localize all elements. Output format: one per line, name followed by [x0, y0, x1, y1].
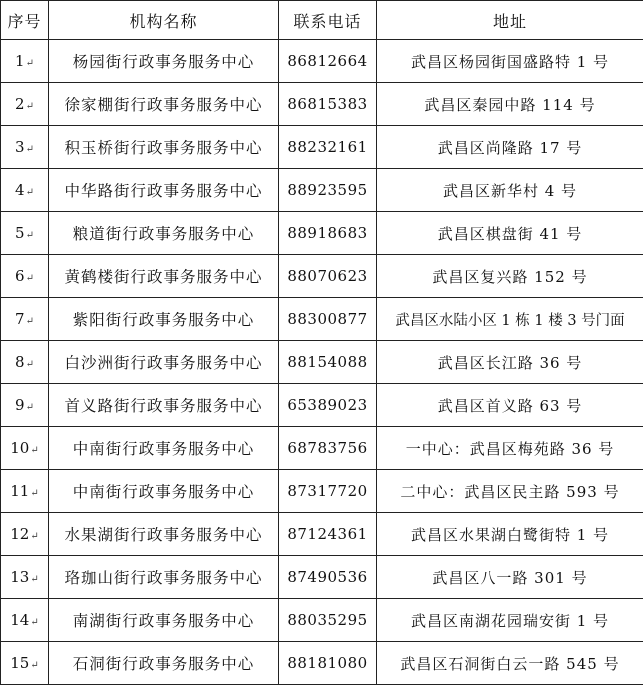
- row-name: 首义路街行政事务服务中心: [49, 384, 279, 427]
- row-address: 武昌区尚隆路 17 号: [377, 126, 643, 169]
- row-phone: 65389023: [279, 384, 377, 427]
- row-name: 南湖街行政事务服务中心: [49, 599, 279, 642]
- table-row: [1, 83, 643, 126]
- row-name: 中华路街行政事务服务中心: [49, 169, 279, 212]
- row-no: 2: [15, 95, 25, 113]
- row-name: 紫阳街行政事务服务中心: [49, 298, 279, 341]
- paragraph-mark-icon: ↵: [25, 230, 34, 241]
- paragraph-mark-icon: ↵: [25, 402, 34, 413]
- header-address: 地址: [377, 1, 643, 40]
- table-row: [1, 40, 643, 83]
- row-no-cell: [1, 212, 49, 255]
- header-phone: 联系电话: [279, 1, 377, 40]
- table-row: [1, 427, 643, 470]
- row-name: 珞珈山街行政事务服务中心: [49, 556, 279, 599]
- row-phone: 88923595: [279, 169, 377, 212]
- table-row: [1, 556, 643, 599]
- row-phone: 87490536: [279, 556, 377, 599]
- row-address: 武昌区杨园街国盛路特 1 号: [377, 40, 643, 83]
- row-name: 水果湖街行政事务服务中心: [49, 513, 279, 556]
- row-no-cell: [1, 470, 49, 513]
- row-no-cell: [1, 83, 49, 126]
- row-no: 5: [15, 224, 25, 242]
- paragraph-mark-icon: ↵: [30, 488, 39, 499]
- row-no: 3: [15, 138, 25, 156]
- table-row: [1, 513, 643, 556]
- row-address: 武昌区秦园中路 114 号: [377, 83, 643, 126]
- row-phone: 88300877: [279, 298, 377, 341]
- row-phone: 86812664: [279, 40, 377, 83]
- row-address: 武昌区八一路 301 号: [377, 556, 643, 599]
- row-name: 杨园街行政事务服务中心: [49, 40, 279, 83]
- row-no-cell: [1, 169, 49, 212]
- row-address: 武昌区复兴路 152 号: [377, 255, 643, 298]
- paragraph-mark-icon: ↵: [25, 144, 34, 155]
- row-phone: 87124361: [279, 513, 377, 556]
- row-address: 武昌区棋盘街 41 号: [377, 212, 643, 255]
- row-no-cell: [1, 427, 49, 470]
- row-no: 7: [15, 310, 25, 328]
- row-name: 中南街行政事务服务中心: [49, 427, 279, 470]
- row-no: 14: [10, 611, 30, 629]
- row-no: 10: [10, 439, 30, 457]
- row-phone: 88035295: [279, 599, 377, 642]
- row-address: 二中心：武昌区民主路 593 号: [377, 470, 643, 513]
- row-name: 中南街行政事务服务中心: [49, 470, 279, 513]
- row-name: 粮道街行政事务服务中心: [49, 212, 279, 255]
- row-no-cell: [1, 40, 49, 83]
- paragraph-mark-icon: ↵: [25, 273, 34, 284]
- row-address: 武昌区首义路 63 号: [377, 384, 643, 427]
- table-row: [1, 341, 643, 384]
- row-no-cell: [1, 599, 49, 642]
- row-no: 11: [10, 482, 30, 500]
- table-row: [1, 126, 643, 169]
- row-no-cell: [1, 384, 49, 427]
- paragraph-mark-icon: ↵: [30, 531, 39, 542]
- row-phone: 87317720: [279, 470, 377, 513]
- row-address: 武昌区长江路 36 号: [377, 341, 643, 384]
- row-no-cell: [1, 642, 49, 685]
- header-no: 序号: [1, 1, 49, 40]
- row-no: 1: [15, 52, 25, 70]
- table-row: [1, 599, 643, 642]
- row-no: 8: [15, 353, 25, 371]
- paragraph-mark-icon: ↵: [30, 445, 39, 456]
- paragraph-mark-icon: ↵: [30, 574, 39, 585]
- row-name: 徐家棚街行政事务服务中心: [49, 83, 279, 126]
- row-no-cell: [1, 341, 49, 384]
- row-no: 6: [15, 267, 25, 285]
- row-no-cell: [1, 513, 49, 556]
- row-phone: 86815383: [279, 83, 377, 126]
- row-phone: 88181080: [279, 642, 377, 685]
- row-name: 黄鹤楼街行政事务服务中心: [49, 255, 279, 298]
- row-name: 石洞街行政事务服务中心: [49, 642, 279, 685]
- row-no: 13: [10, 568, 30, 586]
- row-address: 武昌区水陆小区 1 栋 1 楼 3 号门面: [377, 298, 643, 341]
- row-phone: 88232161: [279, 126, 377, 169]
- row-no-cell: [1, 126, 49, 169]
- table-row: [1, 642, 643, 685]
- paragraph-mark-icon: ↵: [30, 617, 39, 628]
- row-phone: 88154088: [279, 341, 377, 384]
- row-name: 积玉桥街行政事务服务中心: [49, 126, 279, 169]
- row-address: 武昌区石洞街白云一路 545 号: [377, 642, 643, 685]
- row-phone: 68783756: [279, 427, 377, 470]
- table-row: [1, 384, 643, 427]
- row-name: 白沙洲街行政事务服务中心: [49, 341, 279, 384]
- row-no: 12: [10, 525, 30, 543]
- paragraph-mark-icon: ↵: [30, 660, 39, 671]
- table-row: [1, 298, 643, 341]
- row-phone: 88918683: [279, 212, 377, 255]
- row-no: 15: [10, 654, 30, 672]
- row-address: 武昌区南湖花园瑞安街 1 号: [377, 599, 643, 642]
- table-row: [1, 169, 643, 212]
- paragraph-mark-icon: ↵: [25, 101, 34, 112]
- row-phone: 88070623: [279, 255, 377, 298]
- row-address: 武昌区水果湖白鹭街特 1 号: [377, 513, 643, 556]
- row-no: 9: [15, 396, 25, 414]
- paragraph-mark-icon: ↵: [25, 187, 34, 198]
- table-row: [1, 212, 643, 255]
- table-body: [1, 40, 643, 685]
- row-no-cell: [1, 298, 49, 341]
- row-address: 一中心：武昌区梅苑路 36 号: [377, 427, 643, 470]
- header-name: 机构名称: [49, 1, 279, 40]
- row-no: 4: [15, 181, 25, 199]
- row-no-cell: [1, 255, 49, 298]
- paragraph-mark-icon: ↵: [25, 316, 34, 327]
- paragraph-mark-icon: ↵: [25, 359, 34, 370]
- row-no-cell: [1, 556, 49, 599]
- table-row: [1, 255, 643, 298]
- row-address: 武昌区新华村 4 号: [377, 169, 643, 212]
- table-row: [1, 470, 643, 513]
- paragraph-mark-icon: ↵: [25, 58, 34, 69]
- table-header-row: [1, 1, 643, 40]
